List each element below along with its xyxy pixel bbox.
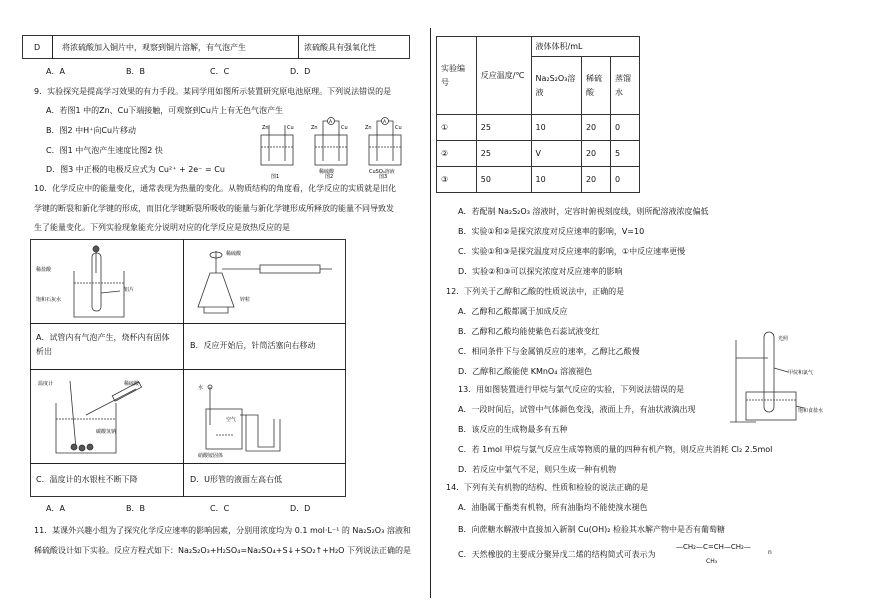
row3-id: ③ (437, 167, 477, 193)
q9-label-zn3: Zn (365, 125, 372, 131)
q10c-label-nahco3: 碳酸氢钠 (96, 429, 117, 435)
q13-option-b[interactable]: B．该反应的生成物最多有五种 (458, 425, 568, 434)
q13-label-ch4cl2: 甲烷和氯气 (788, 370, 814, 376)
q10d-label-nh4no3: 硝酸铵固体 (198, 453, 224, 459)
q14-option-c[interactable]: C．天然橡胶的主要成分聚异戊二烯的结构简式可表示为 (458, 550, 656, 559)
q10-line1: 10．化学反应中的能量变化，通常表现为热量的变化。从物质结构的角度看，化学反应的实质就是旧化 (34, 184, 397, 193)
q10c-label-thermo: 温度计 (38, 381, 54, 387)
th-exp: 实验编号 (437, 37, 477, 115)
q12-option-d[interactable]: D．乙醇和乙酸能使 KMnO₄ 溶液褪色 (458, 367, 592, 376)
q13-option-d[interactable]: D．若反应中氯气不足，则只生成一种有机物 (458, 465, 617, 474)
row2-na: V (531, 141, 581, 167)
q9-label-fig3: 图3 (379, 174, 388, 179)
q11-option-a[interactable]: A．若配制 Na₂S₂O₃ 溶液时，定容时俯视刻度线，则所配溶液浓度偏低 (458, 207, 709, 216)
q10-option-d[interactable]: D．D (290, 504, 311, 513)
q10-option-b[interactable]: B．B (126, 504, 145, 513)
q9-label-cuso4: CuSO₄溶液 (369, 169, 395, 175)
q10b-label-zn: 锌粒 (240, 297, 251, 303)
q14-formula: —CH₂—C=CH—CH₂— (676, 543, 751, 551)
row1-acid: 20 (581, 115, 610, 141)
q8-option-b[interactable]: B．B (126, 67, 145, 76)
row2-acid: 20 (581, 141, 610, 167)
q13-option-c[interactable]: C．若 1mol 甲烷与氯气反应生成等物质的量的四种有机产物，则反应共消耗 Cl₂ 2.5mol (458, 445, 773, 454)
q12-option-b[interactable]: B．乙醇和乙酸均能使紫色石蕊试液变红 (458, 327, 600, 336)
q9-option-a[interactable]: A．若图1 中的Zn、Cu下端接触，可观察到Cu片上有无色气泡产生 (46, 106, 283, 115)
q10-option-c[interactable]: C．C (210, 504, 230, 513)
q9-label-cu3: Cu (395, 125, 402, 131)
q10a-label-al: 铝片 (124, 287, 135, 293)
q9-label-cu2: Cu (341, 125, 348, 131)
th-vol: 液体体积/mL (531, 37, 640, 57)
q10-cell-c[interactable]: C．温度计的水银柱不断下降 (36, 475, 138, 484)
q10d-label-air: 空气 (226, 417, 237, 423)
q10-figure-d (196, 375, 316, 460)
row3-temp: 50 (476, 167, 531, 193)
q9-option-b[interactable]: B．图2 中H⁺向Cu片移动 (46, 126, 137, 135)
q13-figure-methane-chlorine (728, 328, 833, 426)
q8-option-c[interactable]: C．C (210, 67, 230, 76)
q9-label-zn2: Zn (311, 125, 318, 131)
q11-line2: 稀硫酸设计如下实验。反应方程式如下：Na₂S₂O₃+H₂SO₄=Na₂SO₄+S↓+SO₂↑+H₂O 下列说法正确的是 (34, 546, 412, 555)
q11-option-b[interactable]: B．实验①和②是探究浓度对反应速率的影响，V=10 (458, 227, 645, 236)
q10-option-a[interactable]: A．A (46, 504, 65, 513)
q10-figure-b (190, 243, 340, 321)
row1-temp: 25 (476, 115, 531, 141)
row2-water: 5 (610, 141, 639, 167)
q10d-label-water: 水 (198, 385, 204, 391)
q9-option-d[interactable]: D．图3 中正极的电极反应式为 Cu²⁺ + 2e⁻ = Cu (46, 165, 225, 174)
q10-line3: 生了能量变化。下列实验现象能充分说明对应的化学反应是放热反应的是 (34, 223, 290, 232)
q10-cell-b[interactable]: B．反应开始后，针筒活塞向右移动 (190, 341, 316, 350)
top-row-label: D (34, 43, 41, 52)
q9-label-fig1: 图1 (271, 174, 280, 179)
q9-label-fig2: 图2 (325, 174, 334, 179)
th-water: 蒸馏水 (610, 57, 639, 115)
q9-option-c[interactable]: C．图1 中气泡产生速度比图2 快 (46, 146, 163, 155)
q8-option-d[interactable]: D．D (290, 67, 311, 76)
row1-id: ① (437, 115, 477, 141)
q10a-label-limewater: 饱和石灰水 (36, 297, 62, 303)
q9-label-a3: A (383, 120, 387, 125)
row3-acid: 20 (581, 167, 610, 193)
row2-temp: 25 (476, 141, 531, 167)
q14-formula-n: n (768, 549, 772, 556)
q10a-label-hcl: 稀盐酸 (36, 267, 52, 273)
q12-option-c[interactable]: C．相同条件下与金属钠反应的速率，乙醇比乙酸慢 (458, 347, 640, 356)
q14-stem: 14．下列有关有机物的结构、性质和检验的说法正确的是 (446, 483, 649, 492)
q10-cell-a[interactable]: A．试管内有气泡产生，烧杯内有固体析出 (36, 333, 170, 356)
q11-line1: 11．某课外兴趣小组为了探究化学反应速率的影响因素，分别用浓度均为 0.1 mol·L⁻¹ 的 Na₂S₂O₃ 溶液和 (34, 526, 411, 535)
q10-figure-c (36, 375, 156, 460)
q10c-label-h2so4: 稀硫酸 (124, 381, 140, 387)
q14-formula-sub: CH₃ (706, 558, 718, 565)
q9-stem: 9．实验探究是提高学习效果的有力手段。某同学用如图所示装置研究原电池原理。下列说法错误的是 (34, 87, 392, 96)
q12-stem: 12．下列关于乙醇和乙酸的性质说法中，正确的是 (446, 287, 625, 296)
q13-option-a[interactable]: A．一段时间后，试管中气体颜色变浅，液面上升，有油状液滴出现 (458, 405, 696, 414)
q13-stem: 13．用如图装置进行甲烷与氯气反应的实验，下列说法错误的是 (458, 385, 685, 394)
q9-label-h2so4: 稀硫酸 (319, 169, 335, 175)
q9-figure-galvanic-cells (255, 117, 415, 179)
th-na2s2o3: Na₂S₂O₃溶液 (531, 57, 581, 115)
q9-label-a2: A (329, 120, 333, 125)
th-acid: 稀硫酸 (581, 57, 610, 115)
q10-line2: 学键的断裂和新化学键的形成，而旧化学键断裂所吸收的能量与新化学键形成所释放的能量不同导致发 (34, 204, 394, 213)
top-row-conclusion: 浓硫酸具有强氧化性 (304, 43, 376, 52)
q8-option-a[interactable]: A．A (46, 67, 65, 76)
q12-option-a[interactable]: A．乙醇和乙酸都属于加成反应 (458, 307, 568, 316)
row2-id: ② (437, 141, 477, 167)
q14-option-a[interactable]: A．油脂属于酯类有机物，所有油脂均不能使溴水褪色 (458, 503, 648, 512)
q14-option-b[interactable]: B．向蔗糖水解液中直接加入新制 Cu(OH)₂ 检验其水解产物中是否有葡萄糖 (458, 525, 725, 534)
q11-option-d[interactable]: D．实验②和③可以探究浓度对反应速率的影响 (458, 267, 623, 276)
top-row-desc: 将浓硫酸加入铜片中，观察到铜片溶解，有气泡产生 (62, 43, 246, 52)
q10-cell-d[interactable]: D．U形管的液面左高右低 (190, 475, 283, 484)
q9-label-cu1: Cu (287, 125, 294, 131)
column-divider (430, 28, 431, 598)
q10b-label-h2so4: 稀硫酸 (226, 251, 242, 257)
th-temp: 反应温度/℃ (476, 37, 531, 115)
row1-water: 0 (610, 115, 639, 141)
q9-label-zn1: Zn (262, 125, 269, 131)
q13-label-brine: 饱和食盐水 (798, 408, 824, 414)
row3-water: 0 (610, 167, 639, 193)
row3-na: 10 (531, 167, 581, 193)
experiment-table (436, 36, 640, 193)
q13-label-light: 光照 (778, 336, 789, 342)
q11-option-c[interactable]: C．实验①和③是探究温度对反应速率的影响，①中反应速率更慢 (458, 247, 686, 256)
row1-na: 10 (531, 115, 581, 141)
q10-figure-a (34, 243, 154, 321)
